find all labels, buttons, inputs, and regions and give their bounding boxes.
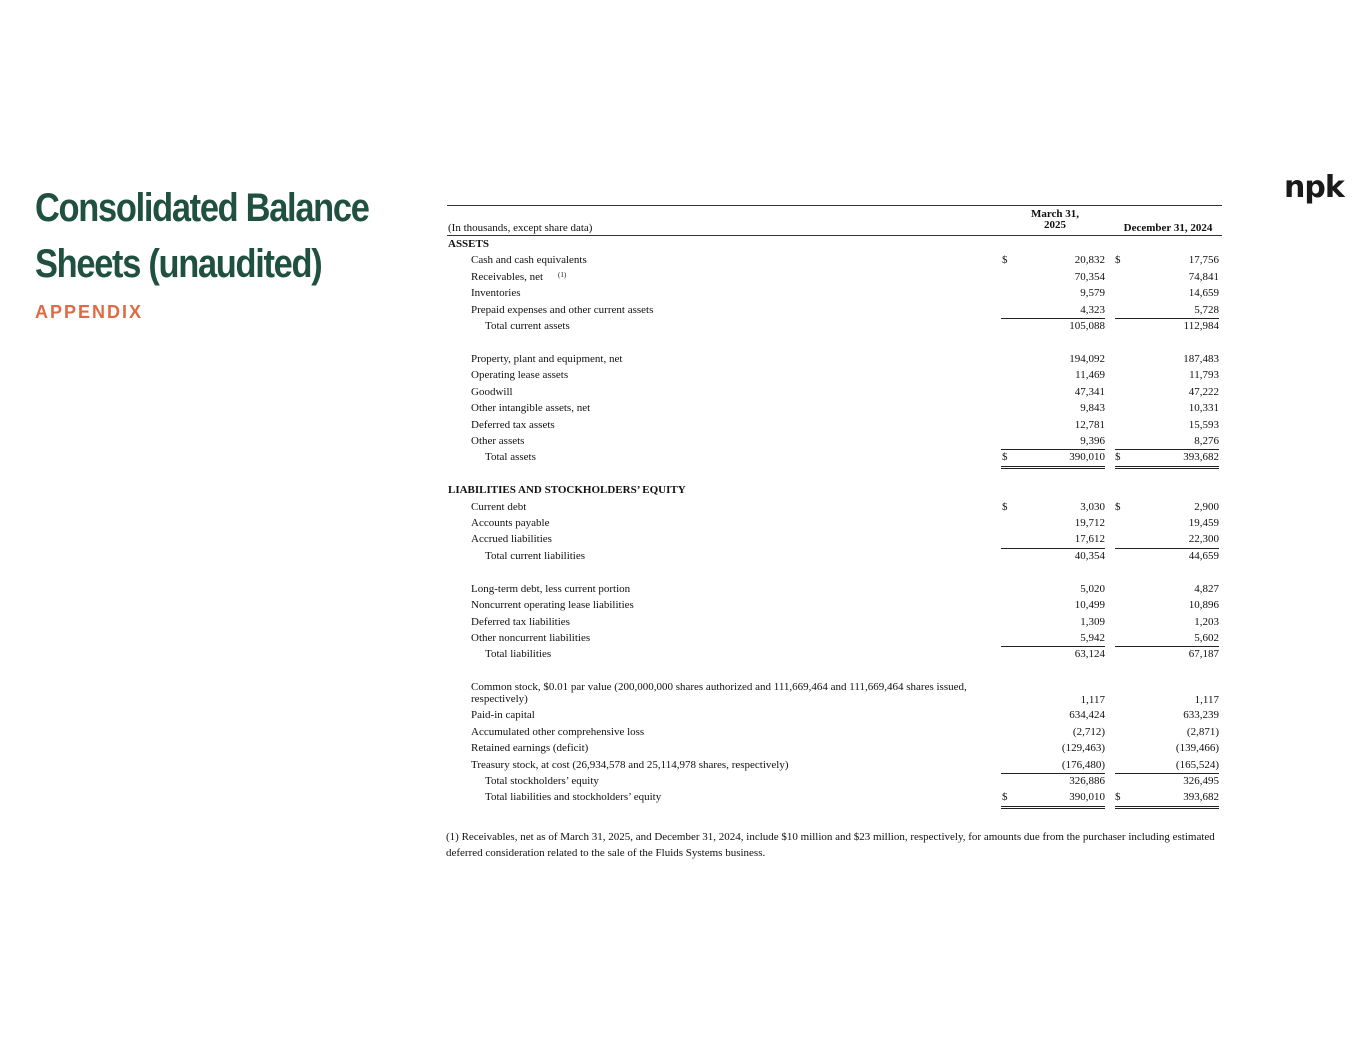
value-march-2025: (129,463) xyxy=(1061,742,1105,755)
row-label: Operating lease assets xyxy=(471,369,569,382)
row-label: Property, plant and equipment, net xyxy=(471,352,623,365)
value-dec-2024: 1,117 xyxy=(1194,694,1219,707)
value-march-2025: 194,092 xyxy=(1069,352,1105,365)
dollar-sign: $ xyxy=(1002,254,1008,267)
value-march-2025: 4,323 xyxy=(1001,302,1105,319)
row-label: Total liabilities xyxy=(485,648,552,661)
dollar-sign: $ xyxy=(1115,254,1121,267)
row-label: Total current assets xyxy=(485,319,570,332)
table-row xyxy=(447,724,1222,740)
table-row xyxy=(447,614,1222,630)
row-label: Other noncurrent liabilities xyxy=(471,631,591,644)
value-march-2025: 17,612 xyxy=(1001,531,1105,548)
table-row xyxy=(447,449,1222,465)
value-dec-2024: 17,756 xyxy=(1188,254,1219,267)
table-row xyxy=(447,236,1222,252)
page-title: Consolidated Balance Sheets (unaudited) xyxy=(35,186,369,286)
value-march-2025: (2,712) xyxy=(1072,725,1105,738)
table-row xyxy=(447,269,1222,285)
value-dec-2024: 326,495 xyxy=(1183,774,1219,787)
units-label: (In thousands, except share data) xyxy=(448,222,593,234)
row-label: Current debt xyxy=(471,500,527,513)
row-label: Prepaid expenses and other current assets xyxy=(471,303,654,316)
row-label: ASSETS xyxy=(448,238,489,250)
row-label: LIABILITIES AND STOCKHOLDERS’ EQUITY xyxy=(448,484,686,497)
value-dec-2024: 10,896 xyxy=(1188,599,1219,612)
value-dec-2024: 14,659 xyxy=(1188,287,1219,300)
value-dec-2024: 187,483 xyxy=(1183,352,1219,365)
value-dec-2024: 11,793 xyxy=(1189,369,1219,382)
value-dec-2024: 67,187 xyxy=(1188,648,1219,661)
value-march-2025: 40,354 xyxy=(1074,549,1105,562)
value-dec-2024: 633,239 xyxy=(1183,709,1219,722)
row-label: Accrued liabilities xyxy=(471,533,552,546)
column-header-dec-2024: December 31, 2024 xyxy=(1123,222,1213,234)
table-row xyxy=(447,384,1222,400)
table-row xyxy=(447,757,1222,773)
table-row xyxy=(447,707,1222,723)
table-row xyxy=(447,417,1222,433)
value-dec-2024: 19,459 xyxy=(1188,517,1219,530)
value-march-2025: 9,843 xyxy=(1080,402,1105,415)
value-march-2025: 1,309 xyxy=(1080,615,1105,628)
value-dec-2024: (2,871) xyxy=(1186,725,1219,738)
dollar-sign: $ xyxy=(1002,449,1012,468)
value-march-2025: 70,354 xyxy=(1074,270,1105,283)
value-march-2025: 326,886 xyxy=(1069,774,1105,787)
row-label: Paid-in capital xyxy=(471,709,535,722)
value-dec-2024: 1,203 xyxy=(1194,615,1219,628)
value-dec-2024: 5,602 xyxy=(1115,630,1219,647)
balance-sheet-table xyxy=(447,205,1222,806)
value-dec-2024: (165,524) xyxy=(1115,757,1219,774)
row-label: Total liabilities and stockholders’ equity xyxy=(485,791,662,804)
row-label: Noncurrent operating lease liabilities xyxy=(471,599,634,612)
row-label: Total assets xyxy=(485,451,536,464)
row-label: Other assets xyxy=(471,434,525,447)
table-row xyxy=(447,630,1222,646)
table-row xyxy=(447,679,1222,707)
value-march-2025: 10,499 xyxy=(1074,599,1105,612)
dollar-sign: $ xyxy=(1002,789,1012,808)
dollar-sign: $ xyxy=(1115,449,1125,468)
row-label: Receivables, net xyxy=(471,270,544,283)
table-row xyxy=(447,515,1222,531)
value-dec-2024: (139,466) xyxy=(1175,742,1219,755)
table-row xyxy=(447,646,1222,662)
value-march-2025: 20,832 xyxy=(1074,254,1105,267)
row-label: Cash and cash equivalents xyxy=(471,254,587,267)
row-label: Other intangible assets, net xyxy=(471,402,591,415)
value-dec-2024: 44,659 xyxy=(1188,549,1219,562)
value-dec-2024: 22,300 xyxy=(1115,531,1219,548)
table-row xyxy=(447,531,1222,547)
value-march-2025: 3,030 xyxy=(1080,500,1105,513)
row-label: Accumulated other comprehensive loss xyxy=(471,725,645,738)
table-row xyxy=(447,482,1222,498)
footnote-marker: (1) xyxy=(558,270,567,279)
table-row xyxy=(447,740,1222,756)
spacer-row xyxy=(447,663,1222,680)
table-row xyxy=(447,499,1222,515)
row-label: Long-term debt, less current portion xyxy=(471,582,631,595)
value-march-2025: 19,712 xyxy=(1074,517,1105,530)
table-row xyxy=(447,367,1222,383)
table-row xyxy=(447,351,1222,367)
value-march-2025: 12,781 xyxy=(1074,418,1105,431)
row-label: Treasury stock, at cost (26,934,578 and 25,114,978 shares, respectively) xyxy=(471,758,789,771)
value-march-2025: (176,480) xyxy=(1001,757,1105,774)
value-march-2025: 634,424 xyxy=(1069,709,1105,722)
table-row xyxy=(447,548,1222,564)
npk-logo: npk xyxy=(1284,170,1344,205)
appendix-label: APPENDIX xyxy=(35,302,144,322)
value-march-2025: 105,088 xyxy=(1069,319,1105,332)
value-dec-2024: 47,222 xyxy=(1188,385,1219,398)
table-header xyxy=(447,205,1222,236)
table-row xyxy=(447,597,1222,613)
table-row xyxy=(447,789,1222,805)
table-row xyxy=(447,302,1222,318)
value-dec-2024: 8,276 xyxy=(1115,433,1219,450)
value-march-2025: 9,579 xyxy=(1080,287,1105,300)
value-dec-2024: 393,682 xyxy=(1115,449,1219,468)
dollar-sign: $ xyxy=(1002,500,1008,513)
value-march-2025: 5,942 xyxy=(1001,630,1105,647)
value-dec-2024: 10,331 xyxy=(1188,402,1219,415)
value-march-2025: 5,020 xyxy=(1080,582,1105,595)
row-label: Total current liabilities xyxy=(485,549,586,562)
value-dec-2024: 112,984 xyxy=(1183,319,1219,332)
row-label: Inventories xyxy=(471,287,521,300)
table-row xyxy=(447,318,1222,334)
value-dec-2024: 4,827 xyxy=(1194,582,1219,595)
row-label: Deferred tax liabilities xyxy=(471,615,570,628)
dollar-sign: $ xyxy=(1115,500,1121,513)
row-label: Common stock, $0.01 par value (200,000,000 shares authorized and 111,669,464 and 111,669,464 shares issued, respectively) xyxy=(471,681,967,706)
table-row xyxy=(447,581,1222,597)
value-dec-2024: 393,682 xyxy=(1115,789,1219,808)
row-label: Accounts payable xyxy=(471,517,550,530)
value-march-2025: 390,010 xyxy=(1001,789,1105,808)
value-march-2025: 9,396 xyxy=(1001,433,1105,450)
spacer-row xyxy=(447,466,1222,483)
value-dec-2024: 5,728 xyxy=(1115,302,1219,319)
row-label: Goodwill xyxy=(471,385,513,398)
spacer-row xyxy=(447,334,1222,351)
table-row xyxy=(447,773,1222,789)
value-march-2025: 390,010 xyxy=(1001,449,1105,468)
table-body xyxy=(447,236,1222,806)
table-row xyxy=(447,285,1222,301)
column-header-march-2025: March 31, 2025 xyxy=(1030,208,1080,231)
value-march-2025: 11,469 xyxy=(1075,369,1105,382)
spacer-row xyxy=(447,564,1222,581)
dollar-sign: $ xyxy=(1115,789,1125,808)
value-dec-2024: 15,593 xyxy=(1188,418,1219,431)
table-row xyxy=(447,400,1222,416)
value-dec-2024: 74,841 xyxy=(1188,270,1219,283)
value-dec-2024: 2,900 xyxy=(1194,500,1219,513)
row-label: Total stockholders’ equity xyxy=(485,774,599,787)
value-march-2025: 47,341 xyxy=(1074,385,1105,398)
table-row xyxy=(447,433,1222,449)
value-march-2025: 63,124 xyxy=(1074,648,1105,661)
value-march-2025: 1,117 xyxy=(1080,694,1105,707)
row-label: Retained earnings (deficit) xyxy=(471,742,589,755)
row-label: Deferred tax assets xyxy=(471,418,555,431)
footnote: (1) Receivables, net as of March 31, 2025, and December 31, 2024, include $10 million and $23 million, respectively, for amounts due from the purchaser including estimated deferred consideration related to the sale of the Fluids Systems business. xyxy=(446,831,1215,859)
